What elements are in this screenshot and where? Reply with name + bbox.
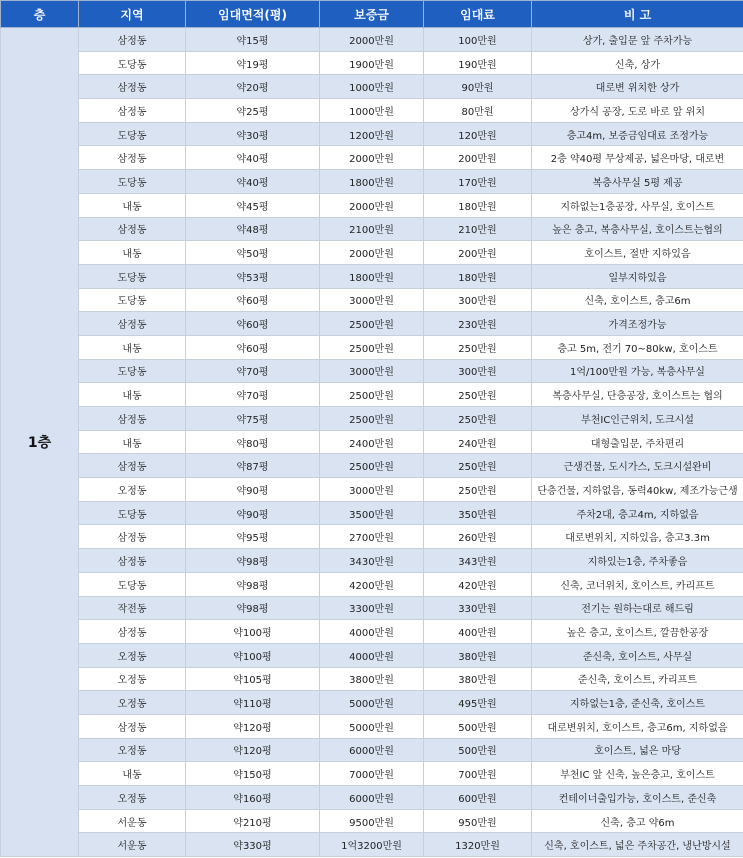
rent-cell: 250만원: [424, 383, 532, 407]
header-floor: 층: [1, 1, 79, 28]
table-row: [1, 75, 743, 99]
region-cell: 삼정동: [79, 146, 186, 170]
table-row: [1, 264, 743, 288]
rent-cell: 260만원: [424, 525, 532, 549]
deposit-cell: 2100만원: [320, 217, 424, 241]
table-row: [1, 549, 743, 573]
region-cell: 오정동: [79, 667, 186, 691]
header-row: [1, 1, 743, 28]
deposit-cell: 2700만원: [320, 525, 424, 549]
region-cell: 내동: [79, 762, 186, 786]
rent-cell: 200만원: [424, 146, 532, 170]
note-cell: 상가식 공장, 도로 바로 앞 위치: [532, 99, 743, 123]
area-cell: 약105평: [186, 667, 320, 691]
region-cell: 오정동: [79, 691, 186, 715]
note-cell: 호이스트, 절반 지하있음: [532, 241, 743, 265]
region-cell: 삼정동: [79, 714, 186, 738]
table-row: [1, 738, 743, 762]
region-cell: 오정동: [79, 643, 186, 667]
rent-cell: 250만원: [424, 478, 532, 502]
area-cell: 약98평: [186, 549, 320, 573]
rent-cell: 500만원: [424, 714, 532, 738]
region-cell: 삼정동: [79, 28, 186, 52]
rent-cell: 250만원: [424, 407, 532, 431]
deposit-cell: 3000만원: [320, 288, 424, 312]
area-cell: 약95평: [186, 525, 320, 549]
area-cell: 약87평: [186, 454, 320, 478]
deposit-cell: 2500만원: [320, 335, 424, 359]
note-cell: 컨테이너출입가능, 호이스트, 준신축: [532, 786, 743, 810]
area-cell: 약98평: [186, 572, 320, 596]
table-row: [1, 454, 743, 478]
rent-cell: 250만원: [424, 335, 532, 359]
area-cell: 약80평: [186, 430, 320, 454]
table-row: [1, 241, 743, 265]
deposit-cell: 2500만원: [320, 312, 424, 336]
note-cell: 지하없는1층공장, 사무실, 호이스트: [532, 193, 743, 217]
note-cell: 지하없는1층, 준신축, 호이스트: [532, 691, 743, 715]
deposit-cell: 3300만원: [320, 596, 424, 620]
region-cell: 삼정동: [79, 620, 186, 644]
deposit-cell: 2500만원: [320, 383, 424, 407]
region-cell: 삼정동: [79, 75, 186, 99]
region-cell: 삼정동: [79, 312, 186, 336]
region-cell: 내동: [79, 383, 186, 407]
region-cell: 내동: [79, 193, 186, 217]
region-cell: 도당동: [79, 359, 186, 383]
area-cell: 약90평: [186, 478, 320, 502]
table-row: [1, 193, 743, 217]
deposit-cell: 5000만원: [320, 691, 424, 715]
region-cell: 삼정동: [79, 99, 186, 123]
rent-cell: 1320만원: [424, 833, 532, 857]
area-cell: 약120평: [186, 714, 320, 738]
deposit-cell: 1800만원: [320, 264, 424, 288]
area-cell: 약100평: [186, 643, 320, 667]
rent-cell: 100만원: [424, 28, 532, 52]
note-cell: 상가, 출입문 앞 주차가능: [532, 28, 743, 52]
deposit-cell: 3500만원: [320, 501, 424, 525]
note-cell: 호이스트, 넓은 마당: [532, 738, 743, 762]
deposit-cell: 9500만원: [320, 809, 424, 833]
header-region: 지역: [79, 1, 186, 28]
note-cell: 전기는 원하는대로 해드림: [532, 596, 743, 620]
header-area: 임대면적(평): [186, 1, 320, 28]
area-cell: 약90평: [186, 501, 320, 525]
area-cell: 약60평: [186, 312, 320, 336]
rent-cell: 343만원: [424, 549, 532, 573]
note-cell: 대로변위치, 지하있음, 층고3.3m: [532, 525, 743, 549]
region-cell: 도당동: [79, 501, 186, 525]
area-cell: 약330평: [186, 833, 320, 857]
rent-cell: 700만원: [424, 762, 532, 786]
note-cell: 층고4m, 보증금임대료 조정가능: [532, 122, 743, 146]
area-cell: 약160평: [186, 786, 320, 810]
rent-cell: 300만원: [424, 288, 532, 312]
region-cell: 서운동: [79, 809, 186, 833]
table-row: [1, 572, 743, 596]
area-cell: 약45평: [186, 193, 320, 217]
table-row: [1, 28, 743, 52]
note-cell: 지하있는1층, 주차좋음: [532, 549, 743, 573]
region-cell: 삼정동: [79, 549, 186, 573]
rent-cell: 600만원: [424, 786, 532, 810]
region-cell: 내동: [79, 335, 186, 359]
deposit-cell: 3800만원: [320, 667, 424, 691]
deposit-cell: 5000만원: [320, 714, 424, 738]
note-cell: 1억/100만원 가능, 복층사무실: [532, 359, 743, 383]
rent-cell: 380만원: [424, 667, 532, 691]
region-cell: 도당동: [79, 288, 186, 312]
rent-cell: 950만원: [424, 809, 532, 833]
deposit-cell: 2000만원: [320, 28, 424, 52]
table-row: [1, 312, 743, 336]
rent-cell: 210만원: [424, 217, 532, 241]
note-cell: 신축, 호이스트, 넓은 주차공간, 냉난방시설: [532, 833, 743, 857]
deposit-cell: 1800만원: [320, 170, 424, 194]
area-cell: 약60평: [186, 288, 320, 312]
area-cell: 약40평: [186, 146, 320, 170]
deposit-cell: 2500만원: [320, 407, 424, 431]
region-cell: 오정동: [79, 738, 186, 762]
deposit-cell: 1억3200만원: [320, 833, 424, 857]
note-cell: 신축, 코너위치, 호이스트, 카리프트: [532, 572, 743, 596]
table-row: [1, 478, 743, 502]
table-row: [1, 525, 743, 549]
rent-cell: 240만원: [424, 430, 532, 454]
rent-cell: 330만원: [424, 596, 532, 620]
region-cell: 작전동: [79, 596, 186, 620]
area-cell: 약70평: [186, 383, 320, 407]
table-row: [1, 99, 743, 123]
floor-cell: 1층: [1, 28, 79, 857]
area-cell: 약120평: [186, 738, 320, 762]
note-cell: 신축, 상가: [532, 51, 743, 75]
deposit-cell: 6000만원: [320, 738, 424, 762]
note-cell: 높은 층고, 복층사무실, 호이스트는협의: [532, 217, 743, 241]
area-cell: 약70평: [186, 359, 320, 383]
table-row: [1, 51, 743, 75]
note-cell: 복층사무실, 단층공장, 호이스트는 협의: [532, 383, 743, 407]
table-row: [1, 501, 743, 525]
rent-cell: 495만원: [424, 691, 532, 715]
rent-cell: 180만원: [424, 193, 532, 217]
region-cell: 도당동: [79, 51, 186, 75]
deposit-cell: 4000만원: [320, 643, 424, 667]
note-cell: 대로변 위치한 상가: [532, 75, 743, 99]
region-cell: 오정동: [79, 478, 186, 502]
rent-cell: 300만원: [424, 359, 532, 383]
rent-cell: 180만원: [424, 264, 532, 288]
region-cell: 삼정동: [79, 454, 186, 478]
area-cell: 약30평: [186, 122, 320, 146]
note-cell: 일부지하있음: [532, 264, 743, 288]
header-deposit: 보증금: [320, 1, 424, 28]
deposit-cell: 2000만원: [320, 146, 424, 170]
area-cell: 약75평: [186, 407, 320, 431]
deposit-cell: 3000만원: [320, 478, 424, 502]
region-cell: 내동: [79, 241, 186, 265]
deposit-cell: 1000만원: [320, 99, 424, 123]
note-cell: 부천IC인근위치, 도크시설: [532, 407, 743, 431]
note-cell: 신축, 층고 약6m: [532, 809, 743, 833]
area-cell: 약60평: [186, 335, 320, 359]
area-cell: 약100평: [186, 620, 320, 644]
table-row: [1, 122, 743, 146]
table-row: [1, 217, 743, 241]
note-cell: 가격조정가능: [532, 312, 743, 336]
note-cell: 부천IC 앞 신축, 높은층고, 호이스트: [532, 762, 743, 786]
note-cell: 높은 층고, 호이스트, 깔끔한공장: [532, 620, 743, 644]
rent-cell: 500만원: [424, 738, 532, 762]
note-cell: 복층사무실 5평 제공: [532, 170, 743, 194]
rent-cell: 80만원: [424, 99, 532, 123]
deposit-cell: 3430만원: [320, 549, 424, 573]
rent-cell: 350만원: [424, 501, 532, 525]
table-row: [1, 809, 743, 833]
rent-cell: 400만원: [424, 620, 532, 644]
deposit-cell: 4200만원: [320, 572, 424, 596]
table-row: [1, 383, 743, 407]
table-row: [1, 786, 743, 810]
region-cell: 삼정동: [79, 217, 186, 241]
area-cell: 약15평: [186, 28, 320, 52]
note-cell: 층고 5m, 전기 70~80kw, 호이스트: [532, 335, 743, 359]
table-row: [1, 691, 743, 715]
table-row: [1, 762, 743, 786]
region-cell: 도당동: [79, 264, 186, 288]
note-cell: 준신축, 호이스트, 사무실: [532, 643, 743, 667]
header-rent: 임대료: [424, 1, 532, 28]
area-cell: 약19평: [186, 51, 320, 75]
rent-cell: 120만원: [424, 122, 532, 146]
region-cell: 삼정동: [79, 407, 186, 431]
deposit-cell: 7000만원: [320, 762, 424, 786]
table-row: [1, 430, 743, 454]
note-cell: 대형출입문, 주차편리: [532, 430, 743, 454]
rent-cell: 380만원: [424, 643, 532, 667]
deposit-cell: 3000만원: [320, 359, 424, 383]
rent-cell: 190만원: [424, 51, 532, 75]
region-cell: 내동: [79, 430, 186, 454]
table-row: [1, 146, 743, 170]
area-cell: 약110평: [186, 691, 320, 715]
header-note: 비 고: [532, 1, 743, 28]
table-row: [1, 335, 743, 359]
note-cell: 대로변위치, 호이스트, 층고6m, 지하없음: [532, 714, 743, 738]
region-cell: 도당동: [79, 572, 186, 596]
region-cell: 도당동: [79, 170, 186, 194]
table-row: [1, 833, 743, 857]
region-cell: 서운동: [79, 833, 186, 857]
table-row: [1, 667, 743, 691]
area-cell: 약50평: [186, 241, 320, 265]
region-cell: 오정동: [79, 786, 186, 810]
area-cell: 약98평: [186, 596, 320, 620]
rent-cell: 230만원: [424, 312, 532, 336]
deposit-cell: 2000만원: [320, 193, 424, 217]
table-row: [1, 359, 743, 383]
deposit-cell: 4000만원: [320, 620, 424, 644]
area-cell: 약150평: [186, 762, 320, 786]
table-row: [1, 596, 743, 620]
deposit-cell: 2000만원: [320, 241, 424, 265]
note-cell: 신축, 호이스트, 층고6m: [532, 288, 743, 312]
deposit-cell: 2400만원: [320, 430, 424, 454]
area-cell: 약53평: [186, 264, 320, 288]
area-cell: 약40평: [186, 170, 320, 194]
area-cell: 약20평: [186, 75, 320, 99]
note-cell: 단층건물, 지하없음, 동력40kw, 제조가능근생: [532, 478, 743, 502]
rent-cell: 420만원: [424, 572, 532, 596]
note-cell: 준신축, 호이스트, 카리프트: [532, 667, 743, 691]
table-row: [1, 714, 743, 738]
deposit-cell: 1900만원: [320, 51, 424, 75]
deposit-cell: 1200만원: [320, 122, 424, 146]
rent-cell: 90만원: [424, 75, 532, 99]
deposit-cell: 6000만원: [320, 786, 424, 810]
area-cell: 약25평: [186, 99, 320, 123]
area-cell: 약210평: [186, 809, 320, 833]
table-row: [1, 620, 743, 644]
note-cell: 근생건물, 도시가스, 도크시설완비: [532, 454, 743, 478]
table-row: [1, 643, 743, 667]
table-row: [1, 407, 743, 431]
rent-cell: 250만원: [424, 454, 532, 478]
rent-cell: 200만원: [424, 241, 532, 265]
region-cell: 도당동: [79, 122, 186, 146]
rent-cell: 170만원: [424, 170, 532, 194]
note-cell: 2층 약40평 무상제공, 넓은마당, 대로변: [532, 146, 743, 170]
deposit-cell: 2500만원: [320, 454, 424, 478]
region-cell: 삼정동: [79, 525, 186, 549]
deposit-cell: 1000만원: [320, 75, 424, 99]
table-row: [1, 288, 743, 312]
area-cell: 약48평: [186, 217, 320, 241]
note-cell: 주차2대, 층고4m, 지하없음: [532, 501, 743, 525]
table-row: [1, 170, 743, 194]
